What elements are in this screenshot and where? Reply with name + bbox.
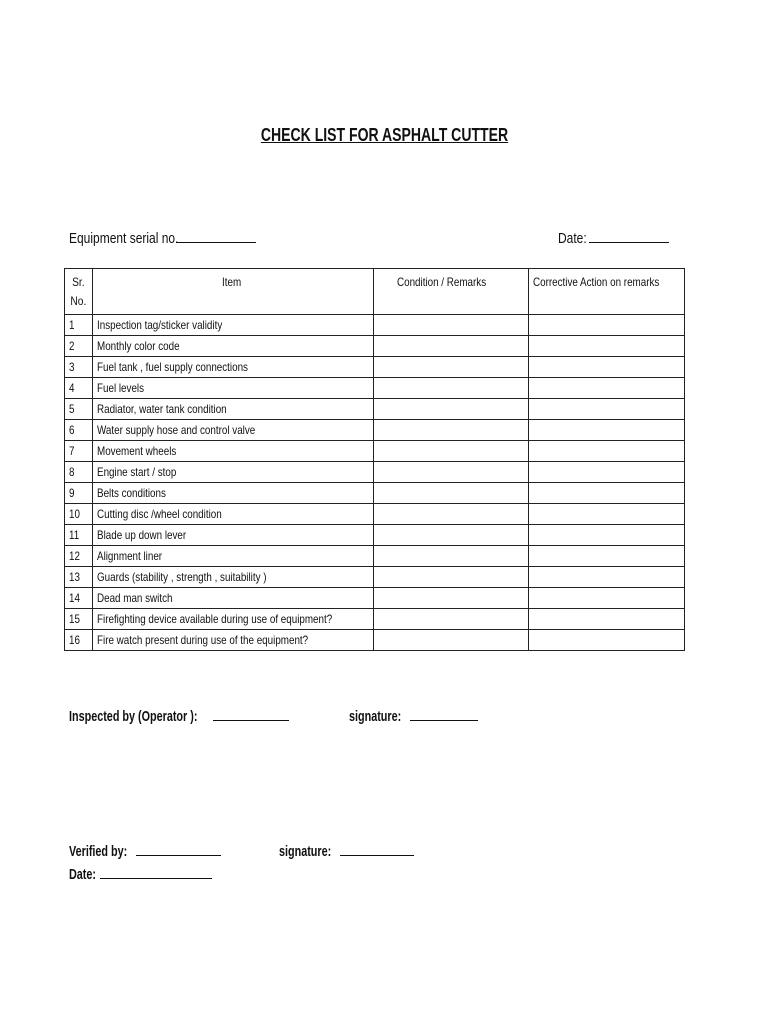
row-corrective-cell[interactable] bbox=[528, 630, 684, 651]
title-text: CHECK LIST FOR ASPHALT CUTTER bbox=[260, 125, 508, 145]
equipment-serial-label: Equipment serial no. bbox=[69, 230, 179, 247]
row-condition-cell[interactable] bbox=[374, 630, 528, 651]
row-corrective-cell[interactable] bbox=[528, 420, 684, 441]
table-row bbox=[65, 336, 685, 357]
header-date-label: Date: bbox=[558, 230, 587, 247]
row-corrective-cell[interactable] bbox=[528, 609, 684, 630]
row-number: 10 bbox=[65, 504, 93, 525]
header-date-field[interactable] bbox=[558, 228, 669, 247]
table-row bbox=[65, 630, 685, 651]
inspected-by-field[interactable] bbox=[69, 706, 289, 725]
signature-field-1[interactable] bbox=[349, 706, 478, 725]
row-condition-cell[interactable] bbox=[374, 462, 528, 483]
signature-field-2[interactable] bbox=[279, 841, 414, 860]
row-item: Dead man switch bbox=[93, 588, 374, 609]
table-row bbox=[65, 315, 685, 336]
table-row bbox=[65, 420, 685, 441]
row-number: 1 bbox=[65, 315, 93, 336]
row-item: Monthly color code bbox=[93, 336, 374, 357]
row-corrective-cell[interactable] bbox=[528, 336, 684, 357]
row-corrective-cell[interactable] bbox=[528, 441, 684, 462]
table-row bbox=[65, 441, 685, 462]
row-corrective-cell[interactable] bbox=[528, 399, 684, 420]
row-number: 5 bbox=[65, 399, 93, 420]
row-condition-cell[interactable] bbox=[374, 504, 528, 525]
row-number: 3 bbox=[65, 357, 93, 378]
row-corrective-cell[interactable] bbox=[528, 378, 684, 399]
row-condition-cell[interactable] bbox=[374, 336, 528, 357]
row-number: 4 bbox=[65, 378, 93, 399]
row-number: 2 bbox=[65, 336, 93, 357]
row-number: 13 bbox=[65, 567, 93, 588]
row-number: 14 bbox=[65, 588, 93, 609]
table-header-row bbox=[65, 269, 685, 315]
row-corrective-cell[interactable] bbox=[528, 357, 684, 378]
row-number: 8 bbox=[65, 462, 93, 483]
row-item: Cutting disc /wheel condition bbox=[93, 504, 374, 525]
row-number: 7 bbox=[65, 441, 93, 462]
signature-label-2: signature: bbox=[279, 843, 332, 860]
header-date-blank[interactable] bbox=[589, 228, 669, 243]
header-item: Item bbox=[93, 269, 374, 315]
table-row bbox=[65, 483, 685, 504]
table-row bbox=[65, 378, 685, 399]
table-row bbox=[65, 504, 685, 525]
verified-by-blank[interactable] bbox=[136, 841, 221, 856]
row-corrective-cell[interactable] bbox=[528, 462, 684, 483]
row-condition-cell[interactable] bbox=[374, 441, 528, 462]
row-condition-cell[interactable] bbox=[374, 420, 528, 441]
row-item: Fuel levels bbox=[93, 378, 374, 399]
row-corrective-cell[interactable] bbox=[528, 525, 684, 546]
table-row bbox=[65, 588, 685, 609]
row-number: 11 bbox=[65, 525, 93, 546]
row-corrective-cell[interactable] bbox=[528, 483, 684, 504]
row-corrective-cell[interactable] bbox=[528, 567, 684, 588]
table-row bbox=[65, 525, 685, 546]
row-corrective-cell[interactable] bbox=[528, 315, 684, 336]
signature-blank-1[interactable] bbox=[410, 706, 478, 721]
row-condition-cell[interactable] bbox=[374, 546, 528, 567]
footer-date-label: Date: bbox=[69, 866, 97, 883]
table-row bbox=[65, 567, 685, 588]
table-row bbox=[65, 462, 685, 483]
signature-blank-2[interactable] bbox=[340, 841, 414, 856]
row-number: 15 bbox=[65, 609, 93, 630]
row-item: Inspection tag/sticker validity bbox=[93, 315, 374, 336]
row-condition-cell[interactable] bbox=[374, 357, 528, 378]
signature-label-1: signature: bbox=[349, 708, 402, 725]
row-item: Belts conditions bbox=[93, 483, 374, 504]
row-number: 12 bbox=[65, 546, 93, 567]
verified-by-field[interactable] bbox=[69, 841, 221, 860]
row-condition-cell[interactable] bbox=[374, 588, 528, 609]
equipment-serial-field[interactable] bbox=[69, 228, 256, 247]
table-row bbox=[65, 609, 685, 630]
table-row bbox=[65, 357, 685, 378]
row-corrective-cell[interactable] bbox=[528, 546, 684, 567]
row-item: Fire watch present during use of the equipment? bbox=[93, 630, 374, 651]
row-item: Blade up down lever bbox=[93, 525, 374, 546]
row-item: Guards (stability , strength , suitability ) bbox=[93, 567, 374, 588]
row-item: Fuel tank , fuel supply connections bbox=[93, 357, 374, 378]
row-item: Movement wheels bbox=[93, 441, 374, 462]
row-number: 6 bbox=[65, 420, 93, 441]
row-corrective-cell[interactable] bbox=[528, 504, 684, 525]
row-condition-cell[interactable] bbox=[374, 483, 528, 504]
row-item: Engine start / stop bbox=[93, 462, 374, 483]
footer-date-blank[interactable] bbox=[100, 864, 212, 879]
footer-date-field[interactable] bbox=[69, 864, 212, 883]
header-sr-no: Sr. No. bbox=[65, 269, 93, 315]
row-item: Water supply hose and control valve bbox=[93, 420, 374, 441]
row-condition-cell[interactable] bbox=[374, 525, 528, 546]
row-item: Alignment liner bbox=[93, 546, 374, 567]
document-title bbox=[0, 125, 768, 146]
row-condition-cell[interactable] bbox=[374, 315, 528, 336]
row-number: 16 bbox=[65, 630, 93, 651]
table-row bbox=[65, 546, 685, 567]
header-condition-remarks: Condition / Remarks bbox=[374, 269, 528, 315]
verified-by-label: Verified by: bbox=[69, 843, 128, 860]
table-row bbox=[65, 399, 685, 420]
checklist-table bbox=[64, 268, 685, 651]
row-number: 9 bbox=[65, 483, 93, 504]
equipment-serial-blank[interactable] bbox=[176, 228, 256, 243]
row-item: Radiator, water tank condition bbox=[93, 399, 374, 420]
row-condition-cell[interactable] bbox=[374, 399, 528, 420]
row-condition-cell[interactable] bbox=[374, 567, 528, 588]
inspected-by-label: Inspected by (Operator ): bbox=[69, 708, 198, 725]
row-condition-cell[interactable] bbox=[374, 609, 528, 630]
row-item: Firefighting device available during use of equipment? bbox=[93, 609, 374, 630]
row-corrective-cell[interactable] bbox=[528, 588, 684, 609]
header-corrective-action: Corrective Action on remarks bbox=[528, 269, 684, 315]
row-condition-cell[interactable] bbox=[374, 378, 528, 399]
inspected-by-blank[interactable] bbox=[213, 706, 289, 721]
